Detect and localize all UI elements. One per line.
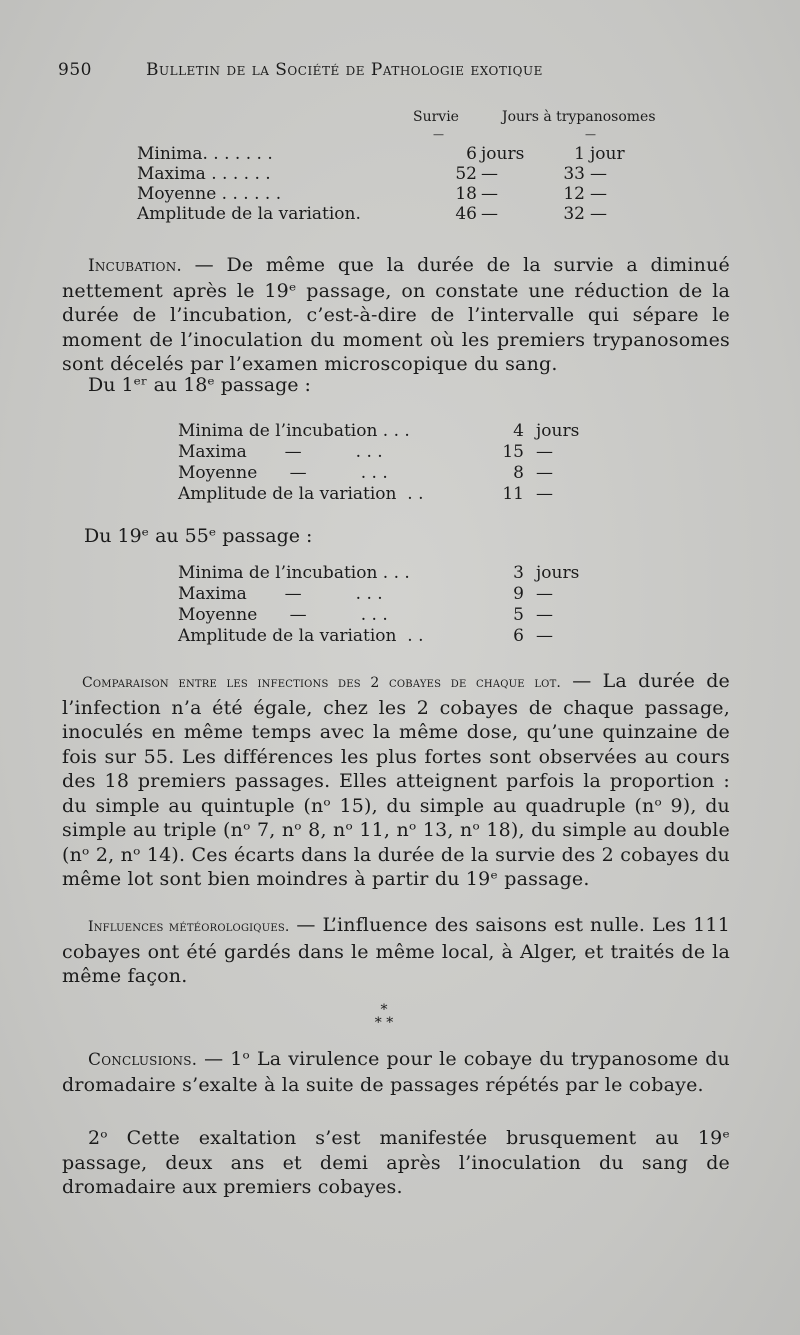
influences-paragraph (62, 913, 730, 989)
row-value: 3 (513, 563, 524, 583)
row-unit: — (536, 442, 553, 462)
row-label: Moyenne — . . . (178, 463, 388, 483)
row-label: Amplitude de la variation . . (178, 626, 424, 646)
row-value: 11 (502, 484, 524, 504)
jours-unit: jour (590, 144, 625, 164)
jours-unit: — (590, 184, 607, 204)
row-value: 8 (513, 463, 524, 483)
row-label: Amplitude de la variation . . (178, 484, 424, 504)
paragraph-text: — De même que la durée de la survie a diminué nettement après le 19ᵉ passage, on constate une réduction de la durée de l’incubation, c’est-à-dire de l’intervalle qui sépare le moment de l’inoculation du moment où les premiers trypanosomes sont décelés par l’examen microscopique du sang. (62, 254, 730, 375)
jours-unit: — (590, 204, 607, 224)
row-unit: — (536, 463, 553, 483)
row-label: Maxima — . . . (178, 584, 383, 604)
column-rule: — (433, 128, 444, 141)
section-heading: Incubation. (88, 256, 183, 276)
row-label: Maxima — . . . (178, 442, 383, 462)
row-unit: — (536, 605, 553, 625)
section-separator: * * * (374, 1002, 394, 1031)
column-header-jours: Jours à trypanosomes (502, 109, 656, 125)
survie-value: 46 (455, 204, 477, 224)
jours-value: 32 (563, 204, 585, 224)
row-label: Maxima . . . . . . (137, 164, 271, 184)
row-value: 9 (513, 584, 524, 604)
section-heading: Influences météorologiques. (88, 919, 290, 935)
paragraph-text: — L’influence des saisons est nulle. Les 111 cobayes ont été gardés dans le même local, à Alger, et traités de la même façon. (62, 914, 730, 987)
row-unit: jours (536, 563, 580, 583)
paragraph-text: — La durée de l’infection n’a été égale, chez les 2 cobayes de chaque passage, inoculés en même temps avec la même dose, qu’une quinzaine de fois sur 55. Les différences les plus fortes sont observées au cours des 18 premiers passages. Elles atteignent parfois la proportion : du simple au quintuple (nᵒ 15), du simple au quadruple (nᵒ 9), du simple au triple (nᵒ 7, nᵒ 8, nᵒ 11, nᵒ 13, nᵒ 18), du simple au double (nᵒ 2, nᵒ 14). Ces écarts dans la durée de la survie des 2 cobayes du même lot sont bien moindres à partir du 19ᵉ passage. (62, 670, 731, 890)
survie-value: 52 (455, 164, 477, 184)
survie-unit: — (481, 164, 498, 184)
survie-value: 6 (466, 144, 477, 164)
section-heading: Conclusions. (88, 1050, 198, 1070)
page-number: 950 (58, 60, 92, 80)
paragraph-text: — 1ᵒ La virulence pour le cobaye du trypanosome du dromadaire s’exalte à la suite de passages répétés par le cobaye. (62, 1048, 730, 1096)
survie-unit: jours (481, 144, 525, 164)
incubation-paragraph (62, 253, 730, 377)
journal-title: Bulletin de la Société de Pathologie exotique (146, 60, 543, 80)
survie-unit: — (481, 204, 498, 224)
subheading-passages-1-18: Du 1ᵉʳ au 18ᵉ passage : (88, 374, 311, 396)
row-value: 6 (513, 626, 524, 646)
row-label: Minima de l’incubation . . . (178, 563, 410, 583)
subheading-passages-19-55: Du 19ᵉ au 55ᵉ passage : (84, 525, 313, 547)
jours-unit: — (590, 164, 607, 184)
row-value: 15 (502, 442, 524, 462)
section-heading: Comparaison entre les infections des 2 cobayes de chaque lot. (82, 675, 562, 691)
survie-unit: — (481, 184, 498, 204)
row-unit: — (536, 484, 553, 504)
column-rule: — (585, 128, 596, 141)
conclusions-paragraph-2: 2ᵒ Cette exaltation s’est manifestée brusquement au 19ᵉ passage, deux ans et demi après l’inoculation du sang de dromadaire aux premiers cobayes. (62, 1127, 730, 1198)
row-label: Amplitude de la variation. (137, 204, 361, 224)
jours-value: 33 (563, 164, 585, 184)
row-label: Minima de l’incubation . . . (178, 421, 410, 441)
row-label: Moyenne — . . . (178, 605, 388, 625)
comparaison-paragraph (62, 669, 730, 892)
row-value: 5 (513, 605, 524, 625)
row-label: Moyenne . . . . . . (137, 184, 282, 204)
conclusions-paragraph-1 (62, 1047, 730, 1097)
jours-value: 12 (563, 184, 585, 204)
row-unit: — (536, 584, 553, 604)
row-unit: — (536, 626, 553, 646)
column-header-survie: Survie (413, 109, 459, 125)
jours-value: 1 (574, 144, 585, 164)
row-unit: jours (536, 421, 580, 441)
row-value: 4 (513, 421, 524, 441)
row-label: Minima. . . . . . . (137, 144, 273, 164)
survie-value: 18 (455, 184, 477, 204)
